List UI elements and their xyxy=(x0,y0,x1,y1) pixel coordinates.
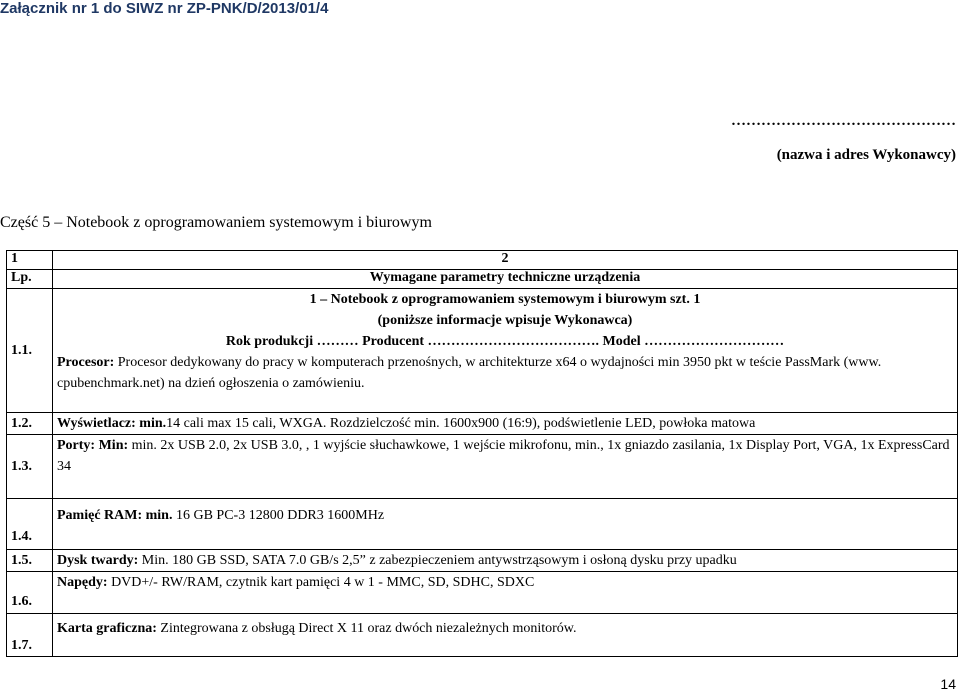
contractor-dots: ……………………………………… xyxy=(731,113,956,129)
spec-row-5-content xyxy=(53,550,958,572)
column-numbers-row xyxy=(7,251,958,270)
spec-row-6 xyxy=(7,572,958,614)
spec-label-2: Wyświetlacz: min. xyxy=(57,416,167,431)
spec-lp-3: 1.3. xyxy=(7,435,53,499)
item-title: 1 – Notebook z oprogramowaniem systemowym i biurowym szt. 1 xyxy=(309,292,701,307)
column-header-row xyxy=(7,270,958,289)
spec-row-7-content xyxy=(53,614,958,657)
spec-value-2: 14 cali max 15 cali, WXGA. Rozdzielczość min. 1600x900 (16:9), podświetlenie LED, powłoka matowa xyxy=(166,416,756,431)
column-2-header: Wymagane parametry techniczne urządzenia xyxy=(53,270,958,289)
spec-label-6: Napędy: xyxy=(57,575,108,590)
page-number: 14 xyxy=(940,676,956,692)
spec-row-1-content xyxy=(57,352,953,412)
spec-label-7: Karta graficzna: xyxy=(57,621,157,636)
spec-row-3 xyxy=(7,435,958,499)
specification-table xyxy=(6,250,958,657)
item-note: (poniższe informacje wpisuje Wykonawca) xyxy=(377,313,633,328)
spec-lp-5: 1.5. xyxy=(7,550,53,572)
spec-value-6: DVD+/- RW/RAM, czytnik kart pamięci 4 w 1 - MMC, SD, SDHC, SDXC xyxy=(107,575,535,590)
column-1-number: 1 xyxy=(7,251,53,270)
spec-row-6-content xyxy=(53,572,958,614)
spec-row-4 xyxy=(7,499,958,550)
spec-value-7: Zintegrowana z obsługą Direct X 11 oraz dwóch niezależnych monitorów. xyxy=(156,621,577,636)
spec-lp-6: 1.6. xyxy=(7,572,53,614)
item-header-row xyxy=(7,289,958,413)
spec-row-2 xyxy=(7,413,958,435)
spec-value-1: Procesor dedykowany do pracy w komputerach przenośnych, w architekturze x64 o wydajności min 3950 pkt w teście PassMark (www. cpubenchmark.net) na dzień ogłoszenia o zamówieniu. xyxy=(57,355,882,391)
spec-label-5: Dysk twardy: xyxy=(57,553,139,568)
spec-lp-1: 1.1. xyxy=(7,289,53,413)
column-2-number: 2 xyxy=(53,251,958,270)
item-header-block xyxy=(53,289,958,413)
fill-in-line: Rok produkcji ……… Producent ………………………………. Model ………………………… xyxy=(225,334,785,349)
spec-lp-4: 1.4. xyxy=(7,499,53,550)
column-1-header: Lp. xyxy=(7,270,53,289)
spec-value-5: Min. 180 GB SSD, SATA 7.0 GB/s 2,5” z zabezpieczeniem antywstrząsowym i osłoną dysku przy upadku xyxy=(138,553,737,568)
spec-lp-2: 1.2. xyxy=(7,413,53,435)
spec-row-3-content xyxy=(53,435,958,499)
part-title: Część 5 – Notebook z oprogramowaniem systemowym i biurowym xyxy=(0,214,432,231)
contractor-label: (nazwa i adres Wykonawcy) xyxy=(776,147,956,163)
spec-label-1: Procesor: xyxy=(57,355,115,370)
document-header: Załącznik nr 1 do SIWZ nr ZP-PNK/D/2013/01/4 xyxy=(0,0,329,17)
spec-row-7 xyxy=(7,614,958,657)
spec-row-2-content xyxy=(53,413,958,435)
spec-row-4-content xyxy=(53,499,958,550)
spec-value-4: 16 GB PC-3 12800 DDR3 1600MHz xyxy=(172,508,385,523)
spec-lp-7: 1.7. xyxy=(7,614,53,657)
spec-row-5 xyxy=(7,550,958,572)
spec-value-3: min. 2x USB 2.0, 2x USB 3.0, , 1 wyjście słuchawkowe, 1 wejście mikrofonu, min., 1x gniazdo zasilania, 1x Display Port, VGA, 1x ExpressCard 34 xyxy=(57,438,950,474)
spec-label-3: Porty: Min: xyxy=(57,438,129,453)
spec-label-4: Pamięć RAM: min. xyxy=(57,508,173,523)
